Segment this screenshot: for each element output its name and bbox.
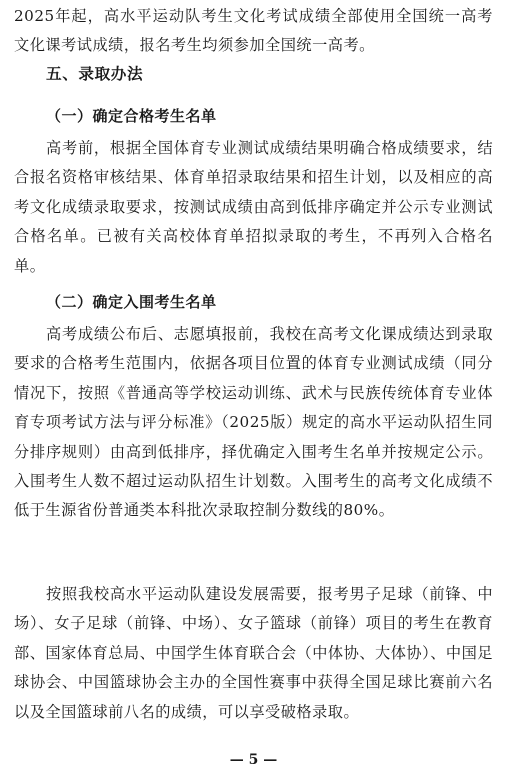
subsection-2-paragraph-2: 按照我校高水平运动队建设发展需要，报考男子足球（前锋、中场）、女子足球（前锋、中场）、女子篮球（前锋）项目的考生在教育部、国家体育总局、中国学生体育联合会（中体协、大体协）、中国足球协会、中国篮球协会主办的全国性赛事中获得全国足球比赛前六名以及全国篮球前八名的成绩，可以享受破格录取。 xyxy=(14,585,493,721)
subsection-title-2: （二）确定入围考生名单 xyxy=(46,293,217,311)
subsection-title-1: （一）确定合格考生名单 xyxy=(46,107,217,125)
page-number: — 5 — xyxy=(229,752,278,768)
subsection-2-paragraph-1: 高考成绩公布后、志愿填报前，我校在高考文化课成绩达到录取要求的合格考生范围内，依据各项目位置的体育专业测试成绩（同分情况下，按照《普通高等学校运动训练、武术与民族传统体育专业体育专项考试方法与评分标准》（2025版）规定的高水平运动队招生同分排序规则）由高到低排序，择优确定入围考生名单并按规定公示。入围考生人数不超过运动队招生计划数。入围考生的高考文化成绩不低于生源省份普通类本科批次录取控制分数线的80%。 xyxy=(14,325,493,520)
subsection-1-paragraph: 高考前，根据全国体育专业测试成绩结果明确合格成绩要求，结合报名资格审核结果、体育单招录取结果和招生计划，以及相应的高考文化成绩录取要求，按测试成绩由高到低排序确定并公示专业测试合格名单。已被有关高校体育单招拟录取的考生，不再列入合格名单。 xyxy=(14,139,493,275)
intro-paragraph: 2025年起，高水平运动队考生文化考试成绩全部使用全国统一高考文化课考试成绩，报名考生均须参加全国统一高考。 xyxy=(14,7,493,55)
section-title: 五、录取办法 xyxy=(46,65,144,83)
